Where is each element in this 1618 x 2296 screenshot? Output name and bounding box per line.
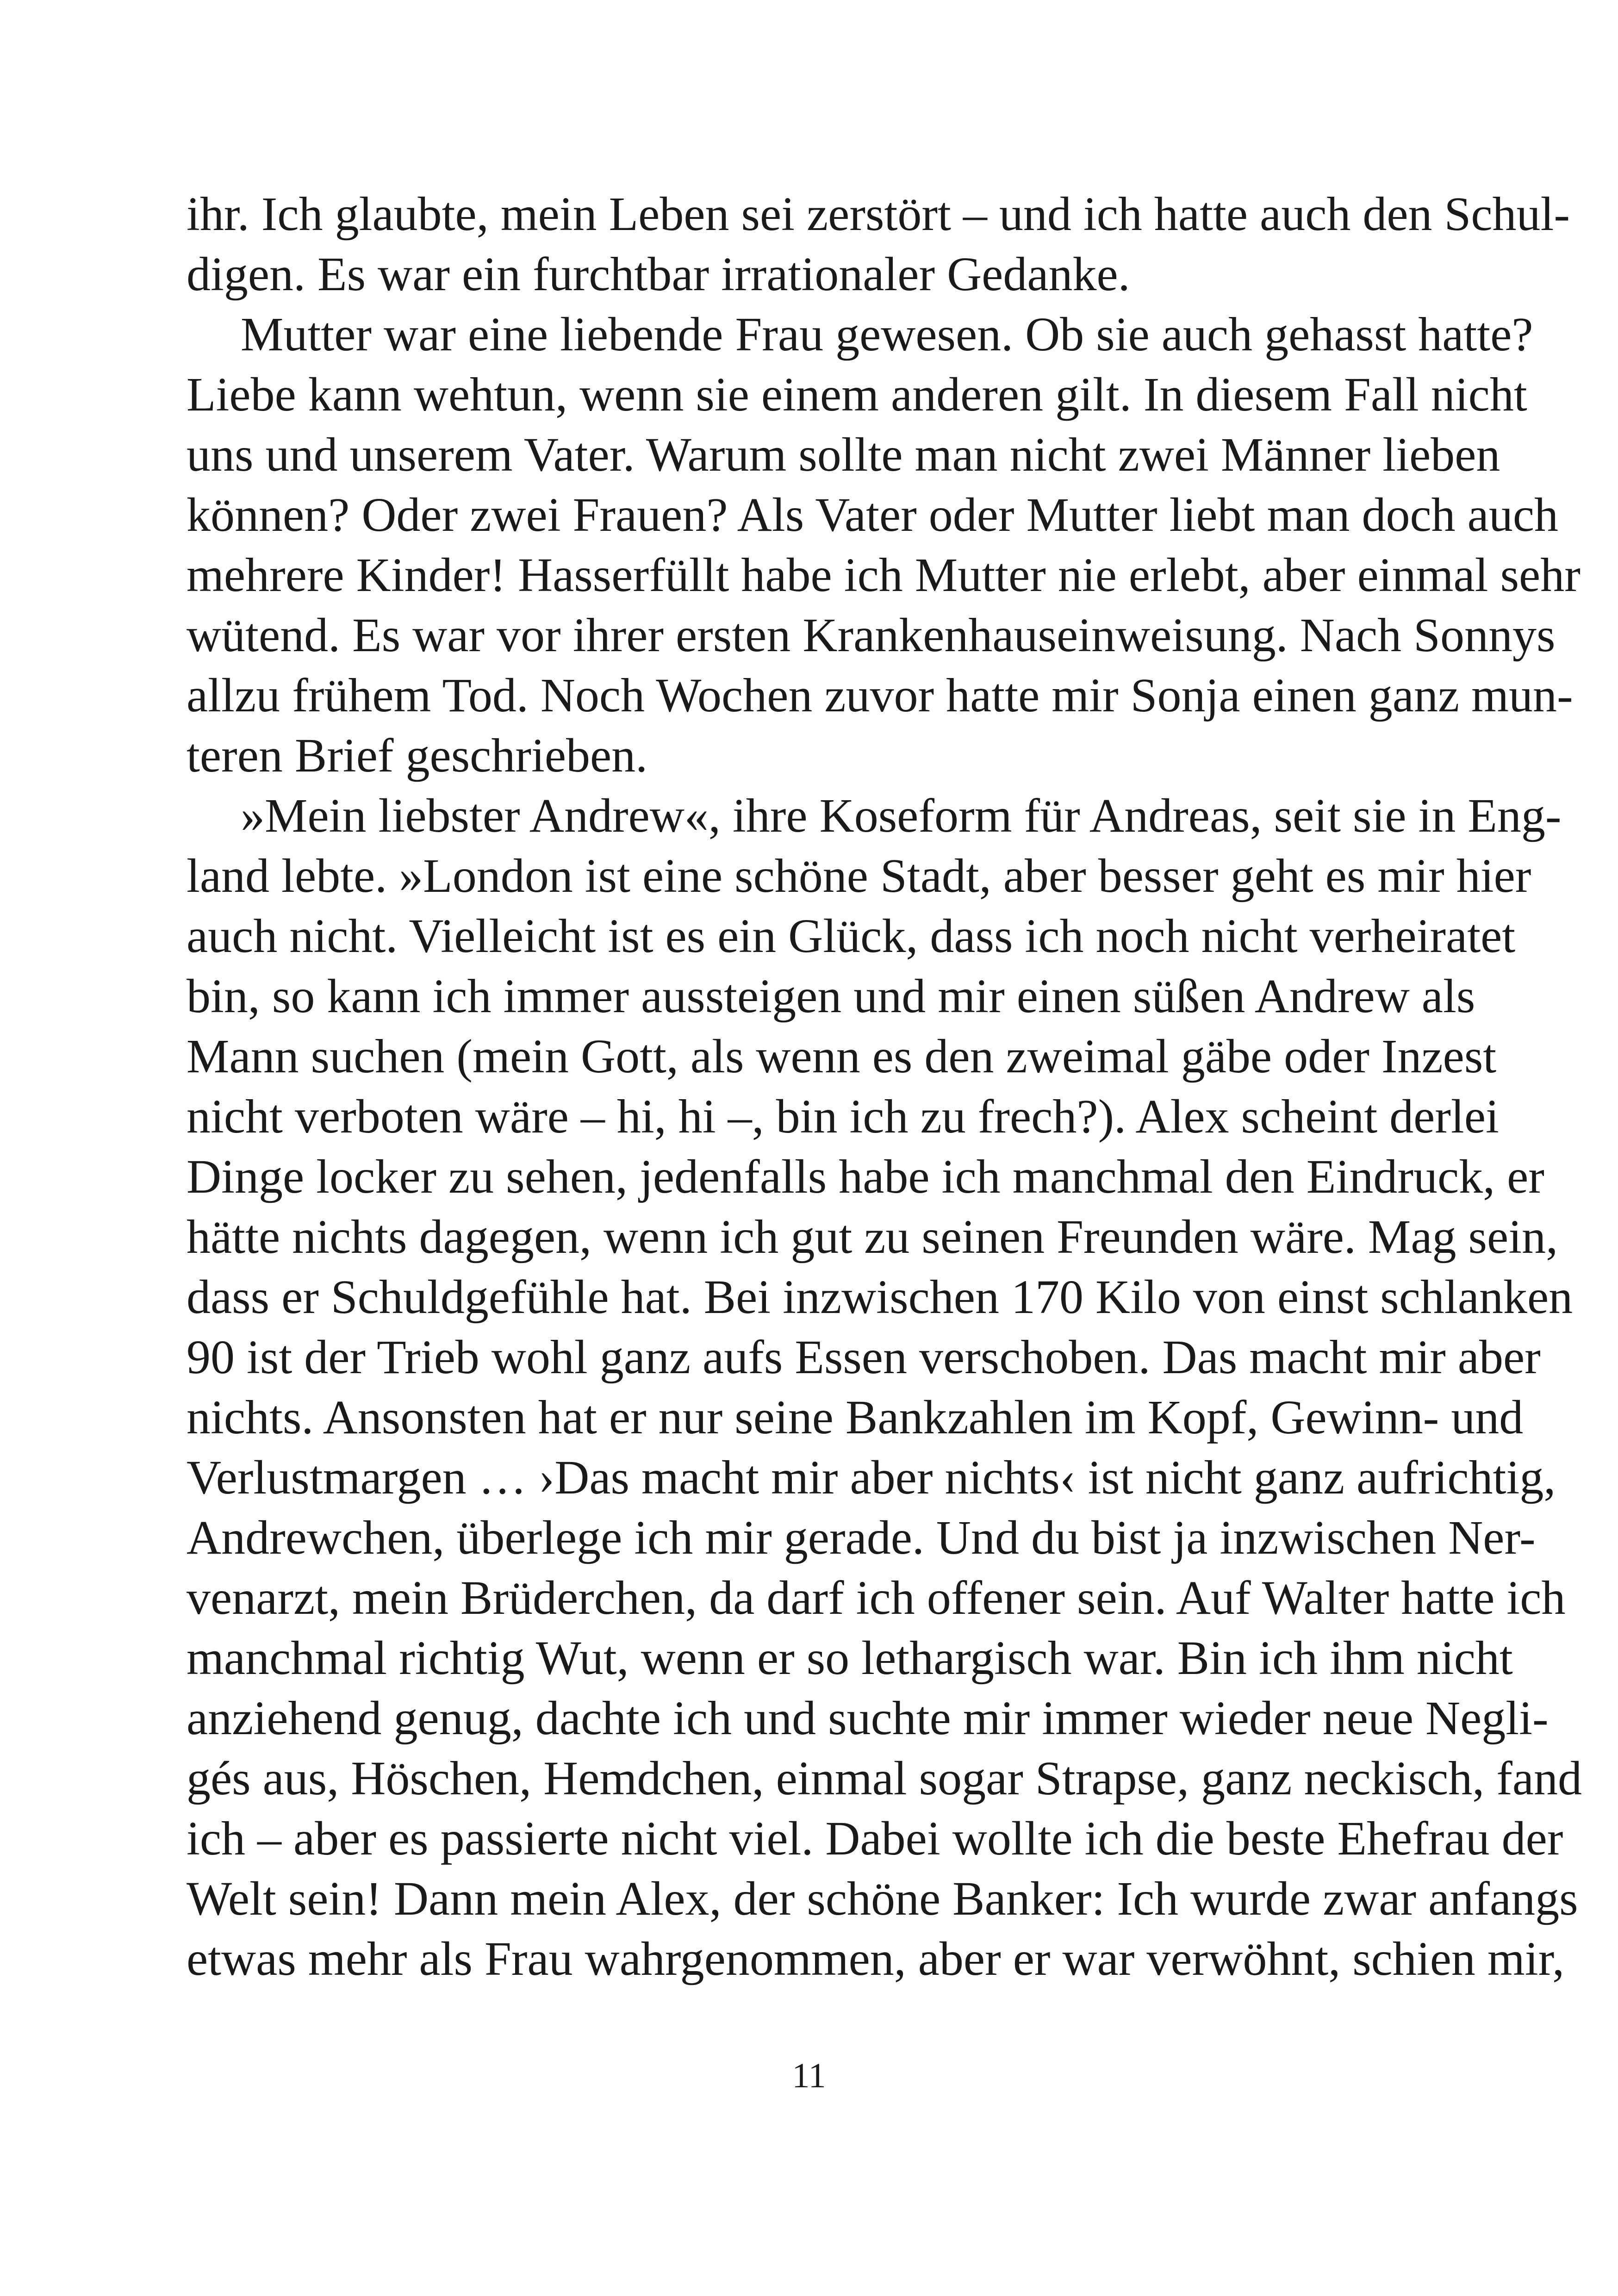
text-line: »Mein liebster Andrew«, ihre Koseform für Andreas, seit sie in Eng- [241, 789, 1562, 842]
text-line: Mutter war eine liebende Frau gewesen. Ob sie auch gehasst hatte? [241, 308, 1533, 361]
text-line: mehrere Kinder! Hasserfüllt habe ich Mutter nie erlebt, aber einmal sehr [187, 548, 1581, 602]
text-line: teren Brief geschrieben. [187, 729, 648, 782]
text-line: bin, so kann ich immer aussteigen und mir einen süßen Andrew als [187, 970, 1475, 1023]
text-line: dass er Schuldgefühle hat. Bei inzwischen 170 Kilo von einst schlanken [187, 1270, 1573, 1324]
text-line: Mann suchen (mein Gott, als wenn es den zweimal gäbe oder Inzest [187, 1030, 1497, 1083]
text-line: allzu frühem Tod. Noch Wochen zuvor hatte mir Sonja einen ganz mun- [187, 669, 1573, 722]
text-line: land lebte. »London ist eine schöne Stadt, aber besser geht es mir hier [187, 849, 1531, 902]
text-line: uns und unserem Vater. Warum sollte man nicht zwei Männer lieben [187, 428, 1500, 481]
text-line: können? Oder zwei Frauen? Als Vater oder Mutter liebt man doch auch [187, 488, 1558, 541]
text-line: nichts. Ansonsten hat er nur seine Bankzahlen im Kopf, Gewinn- und [187, 1391, 1524, 1444]
text-line: manchmal richtig Wut, wenn er so lethargisch war. Bin ich ihm nicht [187, 1631, 1513, 1685]
text-line: Verlustmargen … ›Das macht mir aber nichts‹ ist nicht ganz aufrichtig, [187, 1451, 1556, 1504]
text-line: ihr. Ich glaubte, mein Leben sei zerstört – und ich hatte auch den Schul- [187, 187, 1570, 241]
text-line: Andrewchen, überlege ich mir gerade. Und du bist ja inzwischen Ner- [187, 1511, 1536, 1564]
text-line: etwas mehr als Frau wahrgenommen, aber er war verwöhnt, schien mir, [187, 1932, 1565, 1985]
text-line: Liebe kann wehtun, wenn sie einem anderen gilt. In diesem Fall nicht [187, 368, 1527, 421]
text-line: hätte nichts dagegen, wenn ich gut zu seinen Freunden wäre. Mag sein, [187, 1210, 1558, 1263]
text-line: nicht verboten wäre – hi, hi –, bin ich zu frech?). Alex scheint derlei [187, 1090, 1499, 1143]
text-line: digen. Es war ein furchtbar irrationaler Gedanke. [187, 248, 1130, 301]
body-text [187, 184, 1582, 1989]
text-line: anziehend genug, dachte ich und suchte mir immer wieder neue Negli- [187, 1692, 1549, 1745]
text-line: Dinge locker zu sehen, jedenfalls habe ich manchmal den Eindruck, er [187, 1150, 1544, 1203]
text-line: venarzt, mein Brüderchen, da darf ich offener sein. Auf Walter hatte ich [187, 1571, 1566, 1624]
text-line: Welt sein! Dann mein Alex, der schöne Banker: Ich wurde zwar anfangs [187, 1872, 1578, 1925]
page-number: 11 [792, 2056, 826, 2095]
text-line: gés aus, Höschen, Hemdchen, einmal sogar Strapse, ganz neckisch, fand [187, 1752, 1582, 1805]
text-line: 90 ist der Trieb wohl ganz aufs Essen verschoben. Das macht mir aber [187, 1331, 1541, 1384]
text-line: ich – aber es passierte nicht viel. Dabei wollte ich die beste Ehefrau der [187, 1812, 1563, 1865]
text-line: wütend. Es war vor ihrer ersten Krankenhauseinweisung. Nach Sonnys [187, 609, 1556, 662]
text-line: auch nicht. Vielleicht ist es ein Glück, dass ich noch nicht verheiratet [187, 909, 1516, 963]
